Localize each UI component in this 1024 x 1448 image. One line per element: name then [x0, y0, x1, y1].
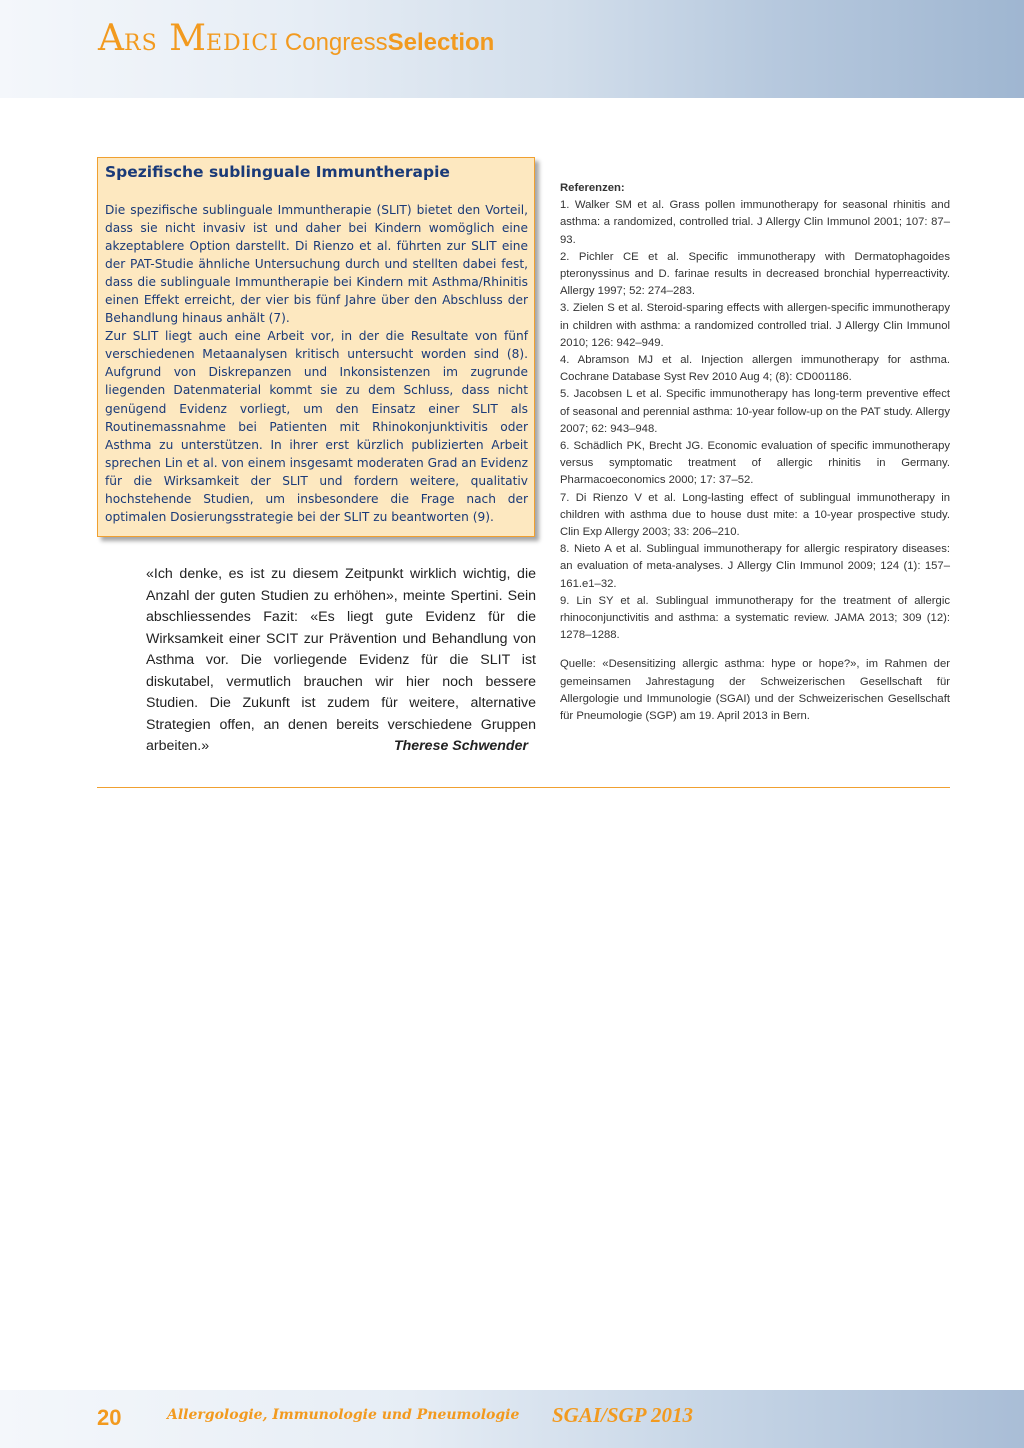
footer-event-title: SGAI/SGP 2013 [552, 1403, 694, 1427]
ars-medici-logo [98, 18, 494, 59]
page-number: 20 [97, 1405, 122, 1430]
reference-item: 3. Zielen S et al. Steroid-sparing effects with allergen-specific immunotherapy in children with asthma: a randomized controlled trial. J Allergy Clin Immunol 2010; 126: 942–949. [560, 302, 950, 349]
quote-text: «Ich denke, es ist zu diesem Zeitpunkt wirklich wichtig, die Anzahl der guten Studien zu erhöhen», meinte Spertini. Sein abschliessendes Fazit: «Es liegt gute Evidenz für die Wirksamkeit einer SCIT zur Prävention und Behandlung von Asthma vor. Die vorliegende Evidenz für die SLIT ist diskutabel, vermutlich brauchen wir hier noch bessere Studien. Die Zukunft ist zudem für weitere, alternative Strategien offen, an denen bereits verschiedene Gruppen arbeiten.» [146, 566, 536, 754]
info-box [97, 157, 535, 537]
section-divider [97, 787, 950, 788]
reference-item: 5. Jacobsen L et al. Specific immunotherapy has long-term preventive effect of seasonal and perennial asthma: 10-year follow-up on the PAT study. Allergy 2007; 62: 943–948. [560, 388, 950, 435]
footer-journal-title: Allergologie, Immunologie und Pneumologie [167, 1407, 520, 1423]
reference-item: 9. Lin SY et al. Sublingual immunotherapy for the treatment of allergic rhinoconjunctivitis and asthma: a systematic review. JAMA 2013; 309 (12): 1278–1288. [560, 594, 950, 642]
references-section [560, 180, 950, 737]
references-title: Referenzen: [560, 182, 625, 194]
box-title: Spezifische sublinguale Immuntherapie [105, 163, 450, 181]
source-note: Quelle: «Desensitizing allergic asthma: hype or hope?», im Rahmen der gemeinsamen Jahrestagung der Schweizerischen Gesellschaft für Allergologie und Immunologie (SGAI) und der Schweizerischen Gesellschaft für Pneumologie (SGP) am 19. April 2013 in Bern. [560, 658, 950, 723]
closing-quote [146, 564, 536, 758]
reference-item: 4. Abramson MJ et al. Injection allergen immunotherapy for asthma. Cochrane Database Syst Rev 2010 Aug 4; (8): CD001186. [560, 354, 950, 384]
page-header [0, 0, 1024, 98]
logo-ars-medici: ARS MEDICI [98, 18, 279, 59]
article-author: Therese Schwender [393, 738, 528, 754]
logo-selection: Selection [387, 29, 495, 56]
box-paragraph-1: Die spezifische sublinguale Immuntherapie (SLIT) bietet den Vorteil, dass sie nicht invasiv ist und daher bei Kindern womöglich eine akzeptablere Option darstellt. Di Rienzo et al. führten zur SLIT eine der PAT-Studie ähnliche Untersuchung durch und stellten dabei fest, dass die sublinguale Immuntherapie bei Kindern mit Asthma/Rhinitis einen Effekt erreicht, der vier bis fünf Jahre über den Abschluss der Behandlung hinaus anhält (7). [105, 203, 528, 326]
reference-item: 1. Walker SM et al. Grass pollen immunotherapy for seasonal rhinitis and asthma: a randomized, controlled trial. J Allergy Clin Immunol 2001; 107: 87–93. [560, 199, 950, 246]
box-paragraph-2: Zur SLIT liegt auch eine Arbeit vor, in der die Resultate von fünf verschiedenen Metaanalysen kritisch untersucht worden sind (8). Aufgrund von Diskrepanzen und Inkonsistenzen im zugrunde liegenden Datenmaterial kommt sie zu dem Schluss, dass nicht genügend Evidenz vorliegt, um den Einsatz einer SLIT als Routinemassnahme bei Patienten mit Rhinokonjunktivitis oder Asthma zu unterstützen. In ihrer erst kürzlich publizierten Arbeit sprechen Lin et al. von einem insgesamt moderaten Grad an Evidenz für die Wirksamkeit der SLIT und fordern weitere, qualitativ hochstehende Studien, um insbesondere die Frage nach der optimalen Dosierungsstrategie bei der SLIT zu beantworten (9). [105, 329, 528, 524]
reference-item: 7. Di Rienzo V et al. Long-lasting effect of sublingual immunotherapy in children with asthma due to house dust mite: a 10-year prospective study. Clin Exp Allergy 2003; 33: 206–210. [560, 491, 950, 539]
reference-item: 6. Schädlich PK, Brecht JG. Economic evaluation of specific immunotherapy versus symptomatic treatment of allergic rhinitis in Germany. Pharmacoeconomics 2000; 17: 37–52. [560, 440, 950, 487]
reference-item: 2. Pichler CE et al. Specific immunotherapy with Dermatophagoides pteronyssinus and D. farinae results in decreased bronchial hyperreactivity. Allergy 1997; 52: 274–283. [560, 250, 950, 298]
logo-congress: Congress [284, 29, 388, 56]
reference-item: 8. Nieto A et al. Sublingual immunotherapy for allergic respiratory diseases: an evaluation of meta-analyses. J Allergy Clin Immunol 2009; 124 (1): 157–161.e1–32. [560, 543, 950, 590]
